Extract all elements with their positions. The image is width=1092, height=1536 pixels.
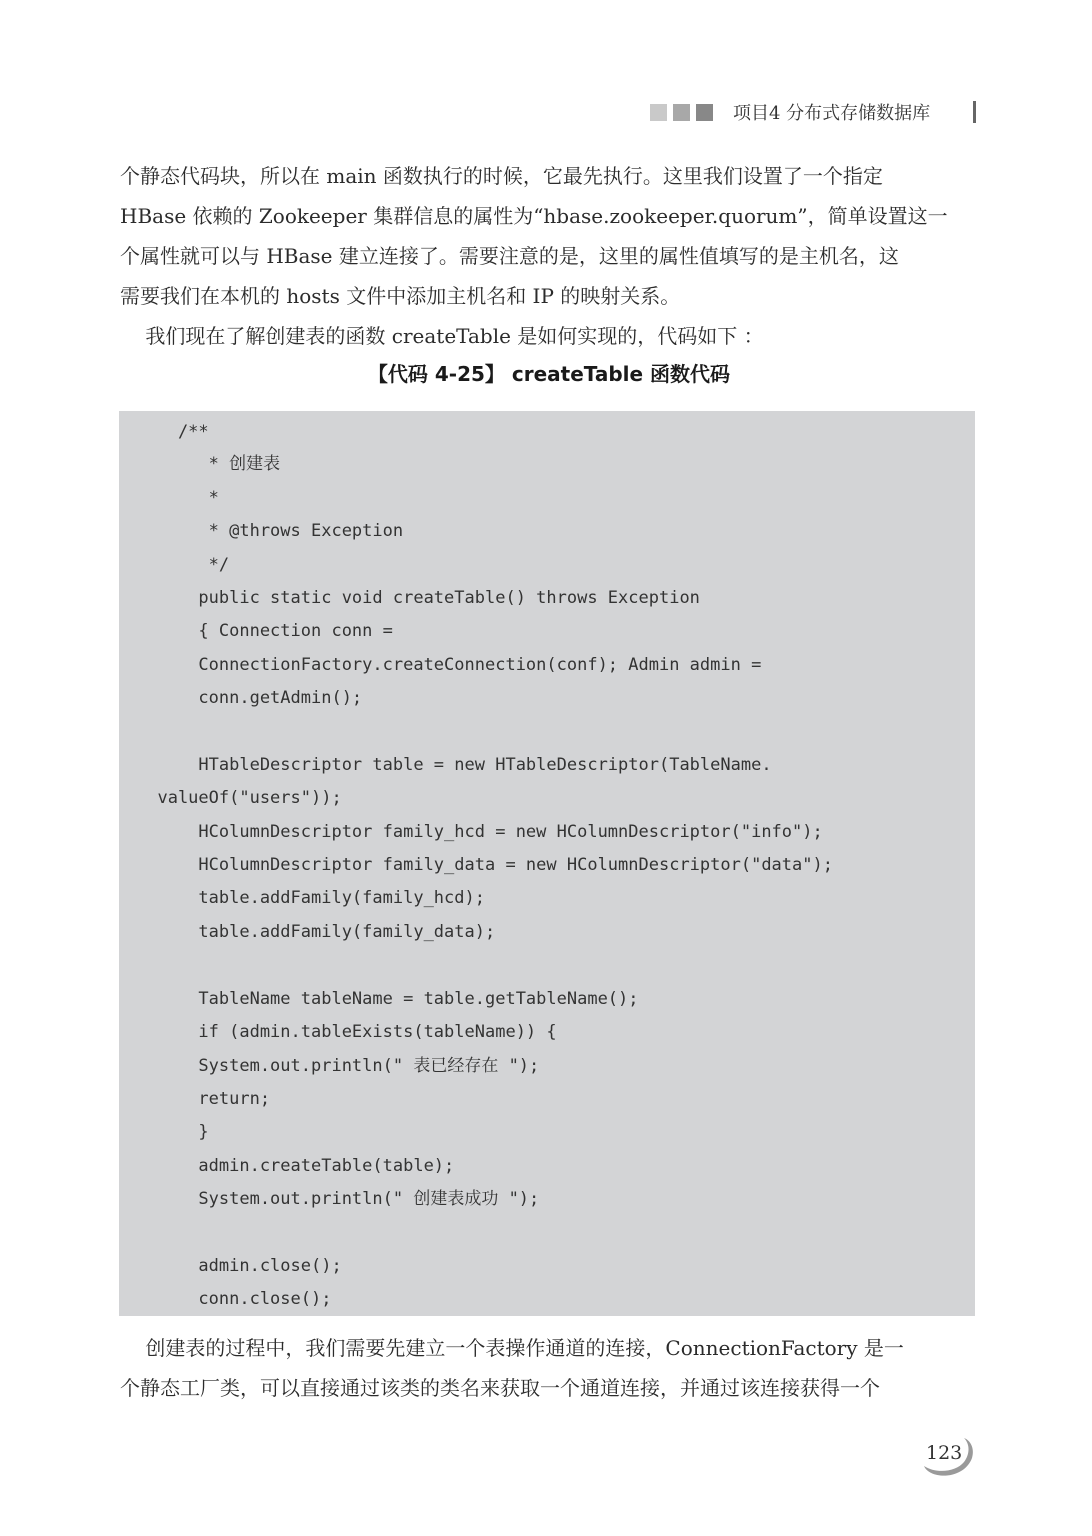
code-caption: 【代码 4-25】 createTable 函数代码 [367, 362, 731, 386]
code-line: table.addFamily(family_hcd); [137, 888, 485, 908]
text-line: 个静态代码块，所以在 main 函数执行的时候，它最先执行。这里我们设置了一个指定 [120, 164, 883, 188]
code-line: public static void createTable() throws Exception [137, 588, 700, 608]
text-line: 需要我们在本机的 hosts 文件中添加主机名和 IP 的映射关系。 [120, 284, 681, 308]
code-line: TableName tableName = table.getTableName(); [137, 989, 639, 1009]
code-line: HColumnDescriptor family_hcd = new HColumnDescriptor("info"); [137, 822, 823, 842]
code-line: return; [137, 1089, 271, 1109]
text-line: HBase 依赖的 Zookeeper 集群信息的属性为“hbase.zookeeper.quorum”，简单设置这一 [120, 204, 948, 228]
text-line: 个静态工厂类，可以直接通过该类的类名来获取一个通道连接，并通过该连接获得一个 [120, 1376, 880, 1400]
text-line: 我们现在了解创建表的函数 createTable 是如何实现的，代码如下 ： [120, 324, 764, 348]
page-number-text: 123 [926, 1442, 963, 1464]
header-square-2 [673, 104, 690, 121]
code-line: System.out.println(" 表已经存在 "); [137, 1056, 540, 1076]
code-line: * 创建表 [137, 454, 281, 474]
header-square-3 [696, 104, 713, 121]
text-line: 创建表的过程中，我们需要先建立一个表操作通道的连接，ConnectionFactory 是一 [120, 1336, 904, 1360]
code-line: { Connection conn = [137, 621, 393, 641]
code-line: * @throws Exception [137, 521, 404, 541]
header-square-1 [650, 104, 667, 121]
code-line: System.out.println(" 创建表成功 "); [137, 1189, 540, 1209]
code-block [119, 411, 975, 1316]
header-bar [973, 101, 976, 123]
page-number [920, 1436, 980, 1480]
code-line: conn.getAdmin(); [137, 688, 363, 708]
code-line: } [137, 1122, 209, 1142]
running-header [650, 98, 980, 126]
closing-paragraph [120, 1328, 978, 1408]
code-line: */ [137, 555, 230, 575]
chapter-title: 项目4 分布式存储数据库 [733, 103, 931, 124]
code-line: HTableDescriptor table = new HTableDescriptor(TableName. [137, 755, 772, 775]
code-line: admin.close(); [137, 1256, 342, 1276]
code-line: conn.close(); [137, 1289, 332, 1309]
code-line: /** [137, 422, 209, 442]
code-line: valueOf("users")); [137, 788, 342, 808]
code-line: table.addFamily(family_data); [137, 922, 496, 942]
code-line: admin.createTable(table); [137, 1156, 455, 1176]
code-line: if (admin.tableExists(tableName)) { [137, 1022, 557, 1042]
intro-paragraph [120, 156, 978, 356]
code-line: * [137, 488, 219, 508]
text-line: 个属性就可以与 HBase 建立连接了。需要注意的是，这里的属性值填写的是主机名，这 [120, 244, 899, 268]
code-line: HColumnDescriptor family_data = new HColumnDescriptor("data"); [137, 855, 833, 875]
code-line: ConnectionFactory.createConnection(conf); Admin admin = [137, 655, 762, 675]
